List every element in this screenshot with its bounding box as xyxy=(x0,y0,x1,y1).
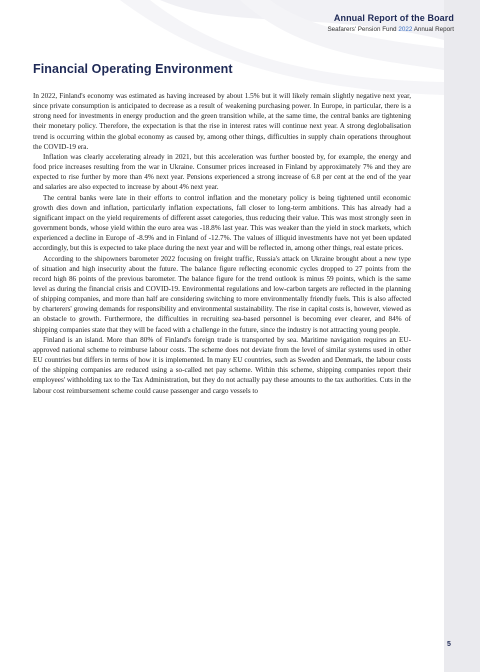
section-title: Financial Operating Environment xyxy=(33,62,233,76)
body-text xyxy=(33,91,411,396)
page-number: 5 xyxy=(447,641,451,648)
right-margin-band xyxy=(444,0,480,672)
paragraph-4: According to the shipowners barometer 2022 focusing on freight traffic, Russia's attack on Ukraine brought about a new type of situation and high insecurity about the future. The balance figure reflecting economic cycles dropped to 27 points from the record high 86 points of the previous barometer. The balance figure for the trend outlook is minus 59 points, which is the same level as during the financial crisis and COVID-19. Environmental regulations and low-carbon targets are reflected in the planning of shipping companies, and more than half are considering switching to more environmentally friendly fuels. This is also affected by charterers' growing demands for responsibility and environmental sustainability. The rise in capital costs is, however, viewed as an obstacle to growth. Furthermore, the difficulties in recruiting sea-based personnel is becoming ever clearer, and 84% of shipping companies state that they will be faced with a challenge in the future, since the industry is not attracting young people. xyxy=(33,254,411,334)
subtitle-fund: Seafarers' Pension Fund xyxy=(327,26,399,33)
subtitle-suffix: Annual Report xyxy=(412,26,454,33)
subtitle-year: 2022 xyxy=(398,26,413,33)
paragraph-3: The central banks were late in their efforts to control inflation and the monetary policy is being tightened until economic growth dies down and inflation, particularly inflation expectations, fall closer to long-term ambitions. This has already had a significant impact on the yield requirements of different asset categories, thus reducing their value. This was most strongly seen in government bonds, whose yield within the euro area was -18.8% last year. This was weaker than the yield in stock markets, which experienced a decline in Europe of -8.9% and in Finland of -12.7%. The values of illiquid investments have not yet been updated accordingly, but this is expected to take place during the next year and will be reflected in, among other things, real estate prices. xyxy=(33,193,411,253)
report-title: Annual Report of the Board xyxy=(333,13,454,23)
page-header xyxy=(327,13,454,33)
paragraph-2: Inflation was clearly accelerating already in 2021, but this acceleration was further boosted by, for example, the energy and food price increases resulting from the war in Ukraine. Consumer prices increased in Finland by approximately 7% and they are expected to rise further by more than 4% next year. Pensions experienced a strong increase of 6.8 per cent at the end of the year and salaries are also expected to increase by about 4% next year. xyxy=(33,152,411,192)
paragraph-5: Finland is an island. More than 80% of Finland's foreign trade is transported by sea. Maritime navigation requires an EU-approved national scheme to reimburse labour costs. The scheme does not deviate from the level of similar systems used in other EU countries but differs in terms of how it is implemented. In many EU countries, such as Sweden and Denmark, the labour costs of the shipping companies are reduced using a so-called net pay scheme. Within this scheme, shipping companies report their employees' withholding tax to the Tax Administration, but they do not actually pay these amounts to the tax authorities. Cuts in the labour cost reimbursement scheme could cause passenger and cargo vessels to xyxy=(33,335,411,395)
paragraph-1: In 2022, Finland's economy was estimated as having increased by about 1.5% but it will likely remain slightly negative next year, since private consumption is anticipated to decrease as a result of weakening purchasing power. In Europe, in particular, there is a strong need for investments in energy production and the green transition while, at the same time, the central banks are tightening their monetary policy. Therefore, the expectation is that the rise in interest rates will continue next year. A strong deglobalisation trend is occurring within the global economy as caused by, among other things, difficulties in supply chain operations throughout the COVID-19 era. xyxy=(33,92,411,151)
report-subtitle xyxy=(327,26,454,33)
